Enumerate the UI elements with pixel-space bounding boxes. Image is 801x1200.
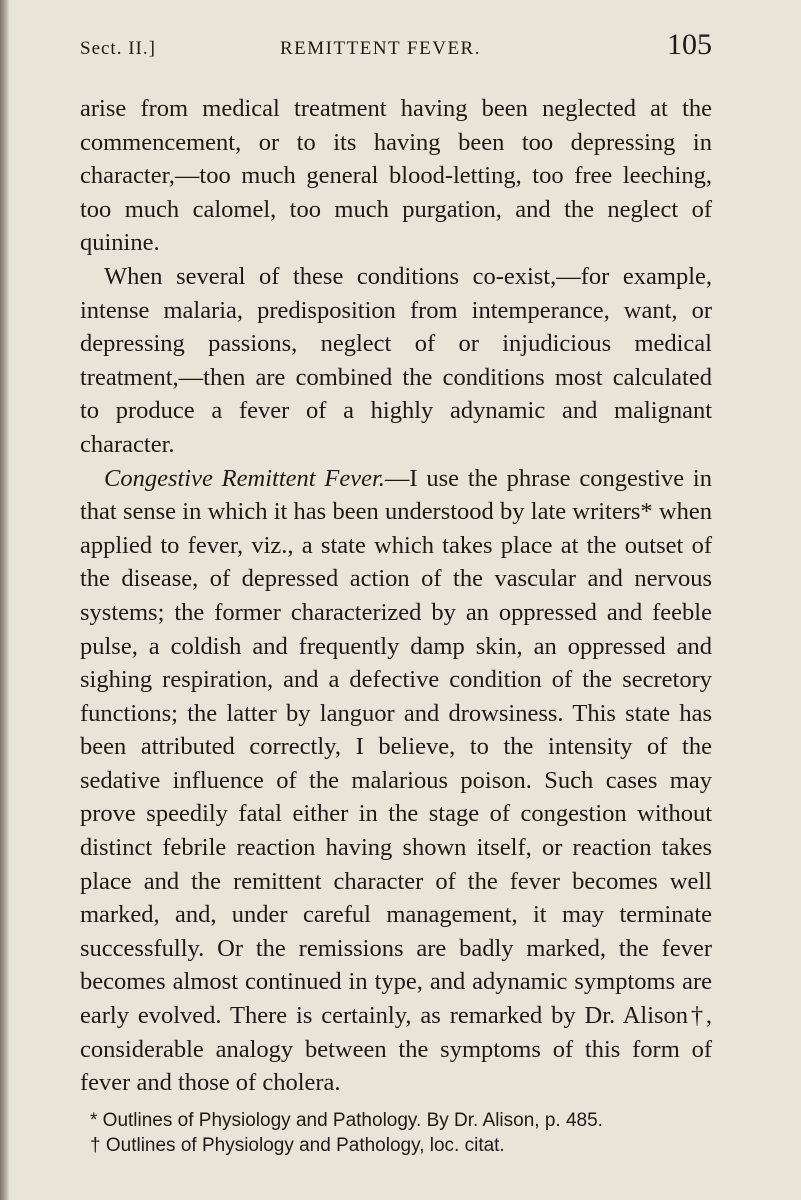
section-heading: Congestive Remittent Fever. bbox=[104, 464, 385, 492]
book-page bbox=[80, 28, 712, 1188]
body-text bbox=[80, 92, 712, 1100]
paragraph-3-body: —I use the phrase congestive in that sense in which it has been understood by late writers* when applied to fever, viz., a state which takes place at the outset of the disease, of depressed action of the vascular and nervous systems; the former characterized by an oppressed and feeble pulse, a coldish and frequently damp skin, an oppressed and sighing respiration, and a defective condition of the secretory functions; the latter by languor and drowsiness. This state has been attributed correctly, I believe, to the intensity of the sedative influence of the malarious poison. Such cases may prove speedily fatal either in the stage of congestion without distinct febrile reaction having shown itself, or reaction takes place and the remittent character of the fever becomes well marked, and, under careful management, it may terminate successfully. Or the remissions are badly marked, the fever becomes almost continued in type, and adynamic symptoms are early evolved. There is certainly, as remarked by Dr. Alison†, considerable analogy between the symptoms of this form of fever and those of cholera. bbox=[80, 464, 712, 1097]
footnotes bbox=[80, 1108, 712, 1158]
page-number: 105 bbox=[667, 28, 712, 61]
paragraph-1: arise from medical treatment having been neglected at the commencement, or to its having been too depressing in character,—too much general blood-letting, too free leeching, too much calomel, too much purgation, and the neglect of quinine. bbox=[80, 95, 712, 257]
section-label: Sect. II.] bbox=[80, 38, 156, 59]
paragraph-3 bbox=[80, 462, 712, 1100]
footnote-1: * Outlines of Physiology and Pathology. By Dr. Alison, p. 485. bbox=[90, 1109, 603, 1131]
page-binding-edge bbox=[0, 0, 10, 1200]
paragraph-2: When several of these conditions co-exist,—for example, intense malaria, predisposition from intemperance, want, or depressing passions, neglect of or injudicious medical treatment,—then are combined the conditions most calculated to produce a fever of a highly adynamic and malignant character. bbox=[80, 262, 712, 458]
running-header bbox=[80, 28, 712, 78]
running-title: REMITTENT FEVER. bbox=[280, 38, 481, 59]
footnote-2: † Outlines of Physiology and Pathology, loc. citat. bbox=[90, 1134, 505, 1156]
